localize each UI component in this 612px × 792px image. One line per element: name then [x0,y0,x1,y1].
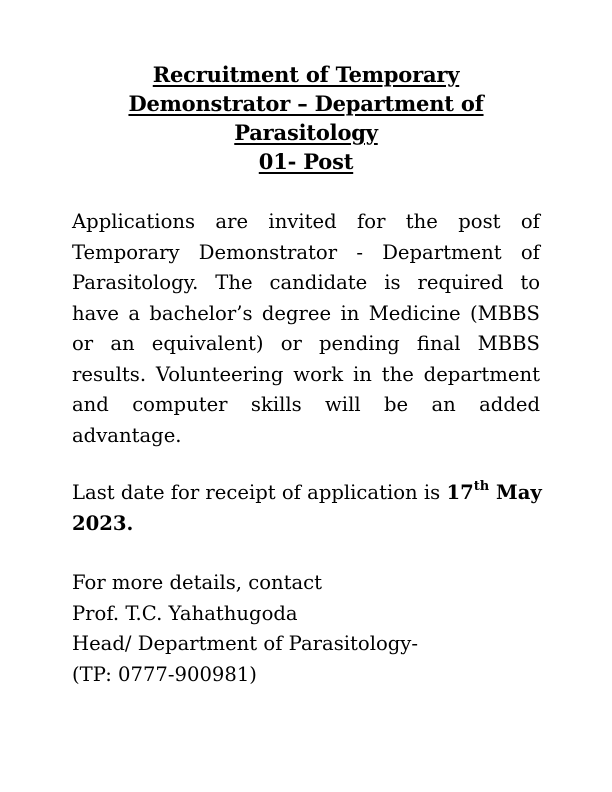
word: are [215,210,249,233]
word: skills [250,393,302,416]
word: the [405,210,438,233]
word: is [384,271,401,294]
paragraph-line [72,421,540,452]
paragraph-line [72,329,540,360]
job-description-paragraph [72,207,540,451]
paragraph-line [72,268,540,299]
word: degree [261,301,332,325]
word: will [325,393,361,416]
word: Applications [72,210,196,233]
word: Department [382,240,502,264]
contact-intro: For more details, contact [72,571,323,594]
word: MBBS [477,332,540,355]
word: be [383,393,409,416]
title-line-4: 01- Post [258,149,354,174]
word: candidate [269,271,368,294]
word: Parasitology. [72,271,199,294]
word: invited [268,210,337,233]
word: and [72,393,109,416]
word: computer [132,393,228,416]
word: results. [72,362,147,386]
word: required [417,271,504,294]
word: have [72,301,119,325]
paragraph-line [72,360,540,391]
word: equivalent) [151,332,264,355]
word: in [340,301,360,325]
word: added [479,393,540,416]
paragraph-line [72,207,540,238]
paragraph-line [72,238,540,269]
notice-title [72,60,540,176]
deadline-date: 17th May [446,479,542,504]
paragraph-line [72,390,540,421]
word: bachelor’s [149,301,253,325]
title-line-2: Demonstrator – Department of [128,91,484,116]
word: (MBBS [470,301,540,325]
word: work [293,362,344,386]
deadline-year: 2023. [72,511,134,535]
word: or [72,332,94,355]
word: pending [319,332,400,355]
application-deadline [72,478,540,539]
word: of [520,240,540,264]
deadline-text: Last date for receipt of application is [72,481,447,504]
contact-details [72,568,540,690]
paragraph-line [72,299,540,330]
contact-position: Head/ Department of Parasitology- [72,632,418,655]
word: final [416,332,461,355]
word: Volunteering [155,362,284,386]
word: - [356,240,363,264]
word: or [280,332,302,355]
word: advantage. [72,423,182,447]
word: of [520,210,540,233]
word: to [520,271,540,294]
word: department [423,362,540,386]
title-line-3: Parasitology [234,120,378,145]
word: a [128,301,141,325]
word: post [458,210,501,233]
word: Medicine [368,301,461,325]
contact-phone: (TP: 0777-900981) [72,662,257,686]
title-line-1: Recruitment of Temporary [152,62,460,87]
contact-name: Prof. T.C. Yahathugoda [72,601,298,625]
word: an [110,332,135,355]
word: The [215,271,253,294]
word: Temporary [72,240,180,264]
word: the [381,362,414,386]
word: an [431,393,456,416]
word: for [357,210,386,233]
word: Demonstrator [198,240,338,264]
word: in [352,362,372,386]
